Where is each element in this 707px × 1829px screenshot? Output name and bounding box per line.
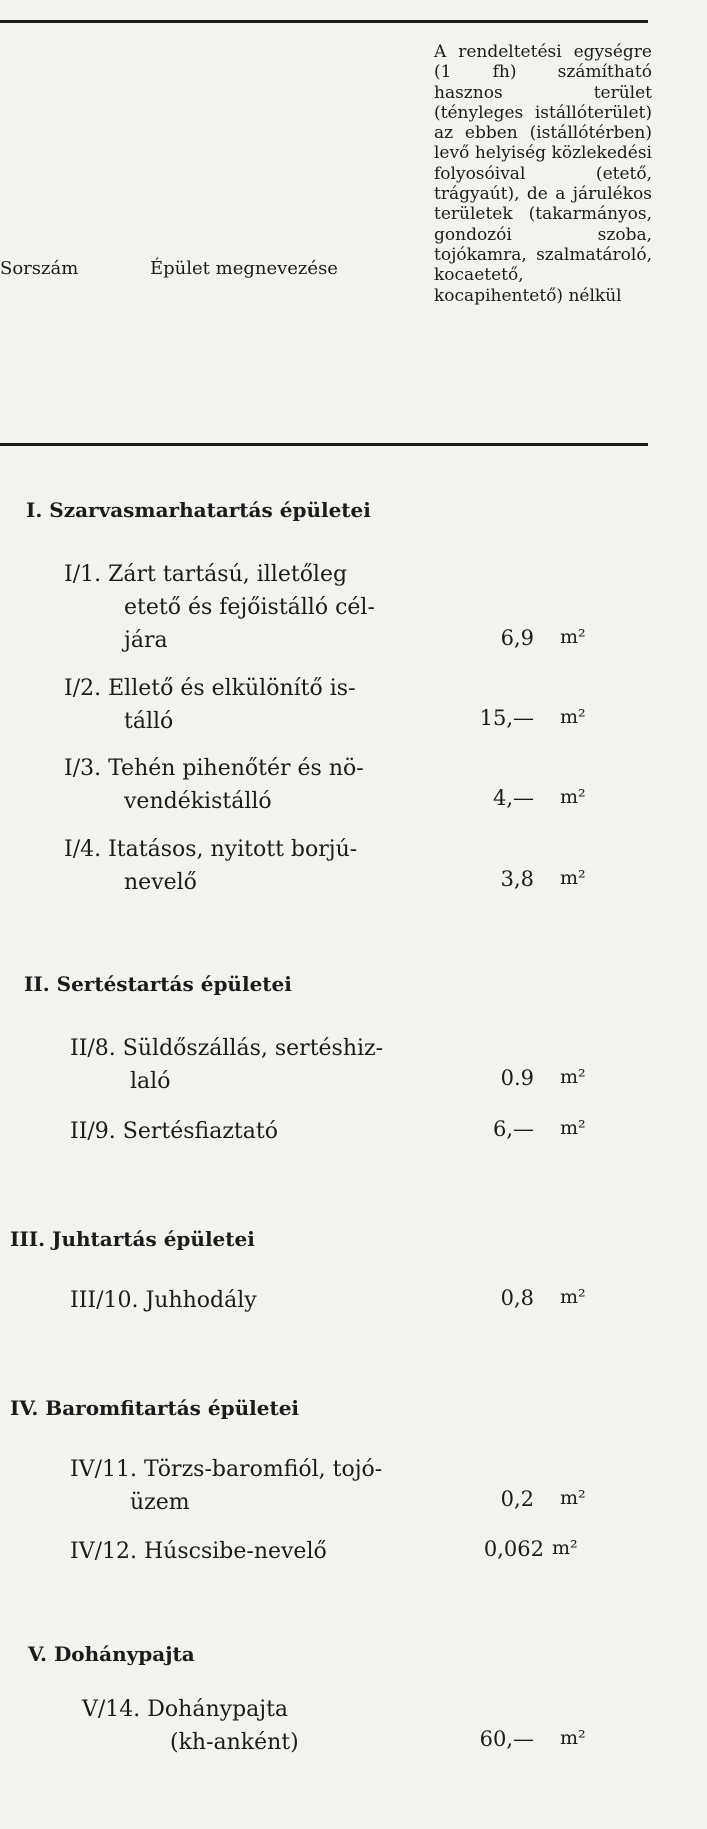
row-code: II/8. — [70, 1036, 116, 1061]
table-row — [64, 672, 356, 738]
table-row — [70, 1535, 327, 1568]
section-title: V. Dohánypajta — [28, 1642, 195, 1666]
row-value: 4,— — [492, 786, 534, 810]
row-text: nevelő — [124, 870, 197, 895]
row-text: tálló — [124, 709, 174, 734]
row-text: üzem — [130, 1490, 190, 1515]
row-value: 0,062 — [483, 1537, 544, 1561]
row-unit: m² — [560, 1117, 586, 1139]
row-text: Ellető és elkülönítő is- — [108, 676, 356, 701]
row-value: 3,8 — [500, 867, 534, 891]
row-value: 15,— — [479, 706, 534, 730]
row-code: IV/11. — [70, 1457, 137, 1482]
row-text: Tehén pihenőtér és nö- — [108, 756, 364, 781]
table-row — [64, 558, 375, 657]
table-row — [70, 1032, 383, 1098]
row-unit: m² — [560, 1487, 586, 1509]
row-code: I/2. — [64, 676, 102, 701]
row-text: Zárt tartású, illetőleg — [108, 562, 348, 587]
row-unit: m² — [560, 1286, 586, 1308]
table-row — [70, 1453, 382, 1519]
row-unit: m² — [560, 706, 586, 728]
row-code: V/14. — [82, 1697, 141, 1722]
section-title: IV. Baromfitartás épületei — [10, 1396, 300, 1420]
row-text: Dohánypajta — [147, 1697, 289, 1722]
row-text: vendékistálló — [124, 789, 272, 814]
table-row — [64, 833, 357, 899]
row-text: jára — [124, 628, 168, 653]
row-text: Sertésfiaztató — [122, 1119, 278, 1144]
row-code: I/1. — [64, 562, 102, 587]
row-text: Juhhodály — [145, 1288, 257, 1313]
row-code: III/10. — [70, 1288, 139, 1313]
column-header-number: Sorszám — [0, 258, 79, 279]
table-row — [82, 1693, 299, 1759]
table-row — [64, 752, 364, 818]
row-value: 60,— — [479, 1727, 534, 1751]
column-header-building: Épület megnevezése — [150, 258, 338, 279]
row-value: 0.9 — [500, 1066, 534, 1090]
header-bottom-rule — [0, 443, 648, 446]
row-unit: m² — [560, 867, 586, 889]
row-text: (kh-anként) — [170, 1730, 299, 1755]
row-text: laló — [130, 1069, 171, 1094]
row-code: IV/12. — [70, 1539, 137, 1564]
row-text: Süldőszállás, sertéshiz- — [122, 1036, 384, 1061]
table-row — [70, 1284, 257, 1317]
row-code: I/4. — [64, 837, 102, 862]
section-title: II. Sertéstartás épületei — [24, 972, 292, 996]
row-unit: m² — [560, 1066, 586, 1088]
row-text: Húscsibe-nevelő — [143, 1539, 327, 1564]
row-unit: m² — [560, 786, 586, 808]
row-code: II/9. — [70, 1119, 116, 1144]
row-value: 0,2 — [500, 1487, 534, 1511]
row-code: I/3. — [64, 756, 102, 781]
row-unit: m² — [560, 626, 586, 648]
column-header-area: A rendeltetési egységre (1 fh) számítható hasznos terület (tényleges istállóterület) az ebben (istállótérben) levő helyiség közlekedési folyosóival (etető, trágyaút), de a járulékos területek (takarmányos, gondozói szoba, tojókamra, szalmatároló, kocaetető, kocapihentető) nélkül — [434, 42, 652, 306]
top-rule — [0, 20, 648, 23]
row-value: 6,— — [492, 1117, 534, 1141]
table-row — [70, 1115, 278, 1148]
row-unit: m² — [552, 1537, 578, 1559]
row-text: Itatásos, nyitott borjú- — [108, 837, 358, 862]
row-unit: m² — [560, 1727, 586, 1749]
row-text: etető és fejőistálló cél- — [124, 595, 375, 620]
row-value: 6,9 — [500, 626, 534, 650]
section-title: I. Szarvasmarhatartás épületei — [26, 498, 371, 522]
section-title: III. Juhtartás épületei — [10, 1227, 255, 1251]
row-value: 0,8 — [500, 1286, 534, 1310]
row-text: Törzs-baromfiól, tojó- — [143, 1457, 383, 1482]
